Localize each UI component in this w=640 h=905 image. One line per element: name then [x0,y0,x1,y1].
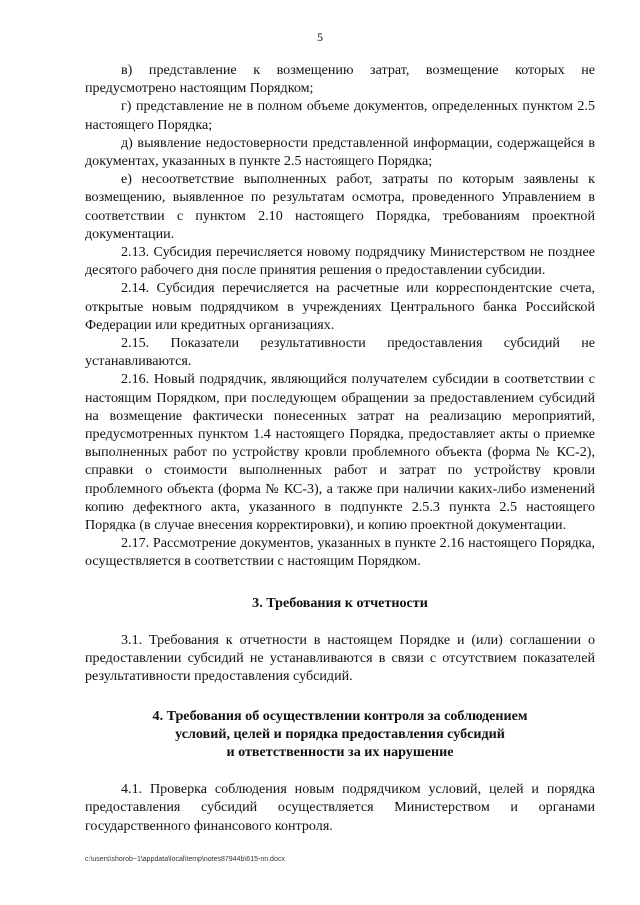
section-4-heading [85,707,595,762]
paragraph-2-15: 2.15. Показатели результативности предоставления субсидий не устанавливаются. [85,335,595,370]
paragraph-item-e: е) несоответствие выполненных работ, затраты по которым заявлены к возмещению, выявленное по результатам осмотра, проведенного Управлением в соответствии с пунктом 2.10 настоящего Порядка, требованиям проектной документации. [85,171,595,242]
paragraph-3-1: 3.1. Требования к отчетности в настоящем Порядке и (или) соглашении о предоставлении субсидий не устанавливаются в связи с отсутствием показателей результативности предоставления субсидий. [85,631,595,685]
paragraph-item-v: в) представление к возмещению затрат, возмещение которых не предусмотрено настоящим Порядком; [85,62,595,97]
paragraph-item-d: д) выявление недостоверности представленной информации, содержащейся в документах, указанных в пункте 2.5 настоящего Порядка; [85,134,595,170]
paragraph-2-14: 2.14. Субсидия перечисляется на расчетные или корреспондентские счета, открытые новым подрядчиком в учреждениях Центрального банка Российской Федерации или кредитных организациях. [85,280,595,333]
paragraph-2-16: 2.16. Новый подрядчик, являющийся получателем субсидии в соответствии с настоящим Порядком, при последующем обращении за предоставлением субсидий на возмещение фактически понесенных затрат на реализацию мероприятий, предусмотренных пунктом 1.4 настоящего Порядка, предоставляет акты о приемке выполненных работ по устройству кровли проблемного объекта (форма № КС-2), справки о стоимости выполненных работ и затрат по устройству кровли проблемного объекта (форма № КС-3), а также при наличии каких-либо изменений копию дефектного акта, указанного в подпункте 2.5.3 пункта 2.5 настоящего Порядка (в случае внесения корректировки), и копию проектной документации. [85,371,595,534]
paragraph-2-17: 2.17. Рассмотрение документов, указанных в пункте 2.16 настоящего Порядка, осуществляется в соответствии с настоящим Порядком. [85,535,595,570]
footer-file-path: c:\users\shorob~1\appdata\local\temp\notes87944b\615-nn.docx [85,856,285,863]
paragraph-item-g: г) представление не в полном объеме документов, определенных пунктом 2.5 настоящего Порядка; [85,98,595,133]
section-4-heading-line: и ответственности за их нарушение [226,743,454,760]
paragraph-4-1: 4.1. Проверка соблюдения новым подрядчиком условий, целей и порядка предоставления субсидий осуществляется Министерством и органами государственного финансового контроля. [85,781,595,834]
page-number: 5 [317,30,323,44]
section-4-heading-line: условий, целей и порядка предоставления субсидий [175,725,505,742]
document-body [85,61,595,835]
paragraph-2-13: 2.13. Субсидия перечисляется новому подрядчику Министерством не позднее десятого рабочего дня после принятия решения о предоставлении субсидии. [85,244,595,279]
section-3-heading: 3. Требования к отчетности [252,594,428,611]
section-4-heading-line: 4. Требования об осуществлении контроля за соблюдением [152,707,528,724]
